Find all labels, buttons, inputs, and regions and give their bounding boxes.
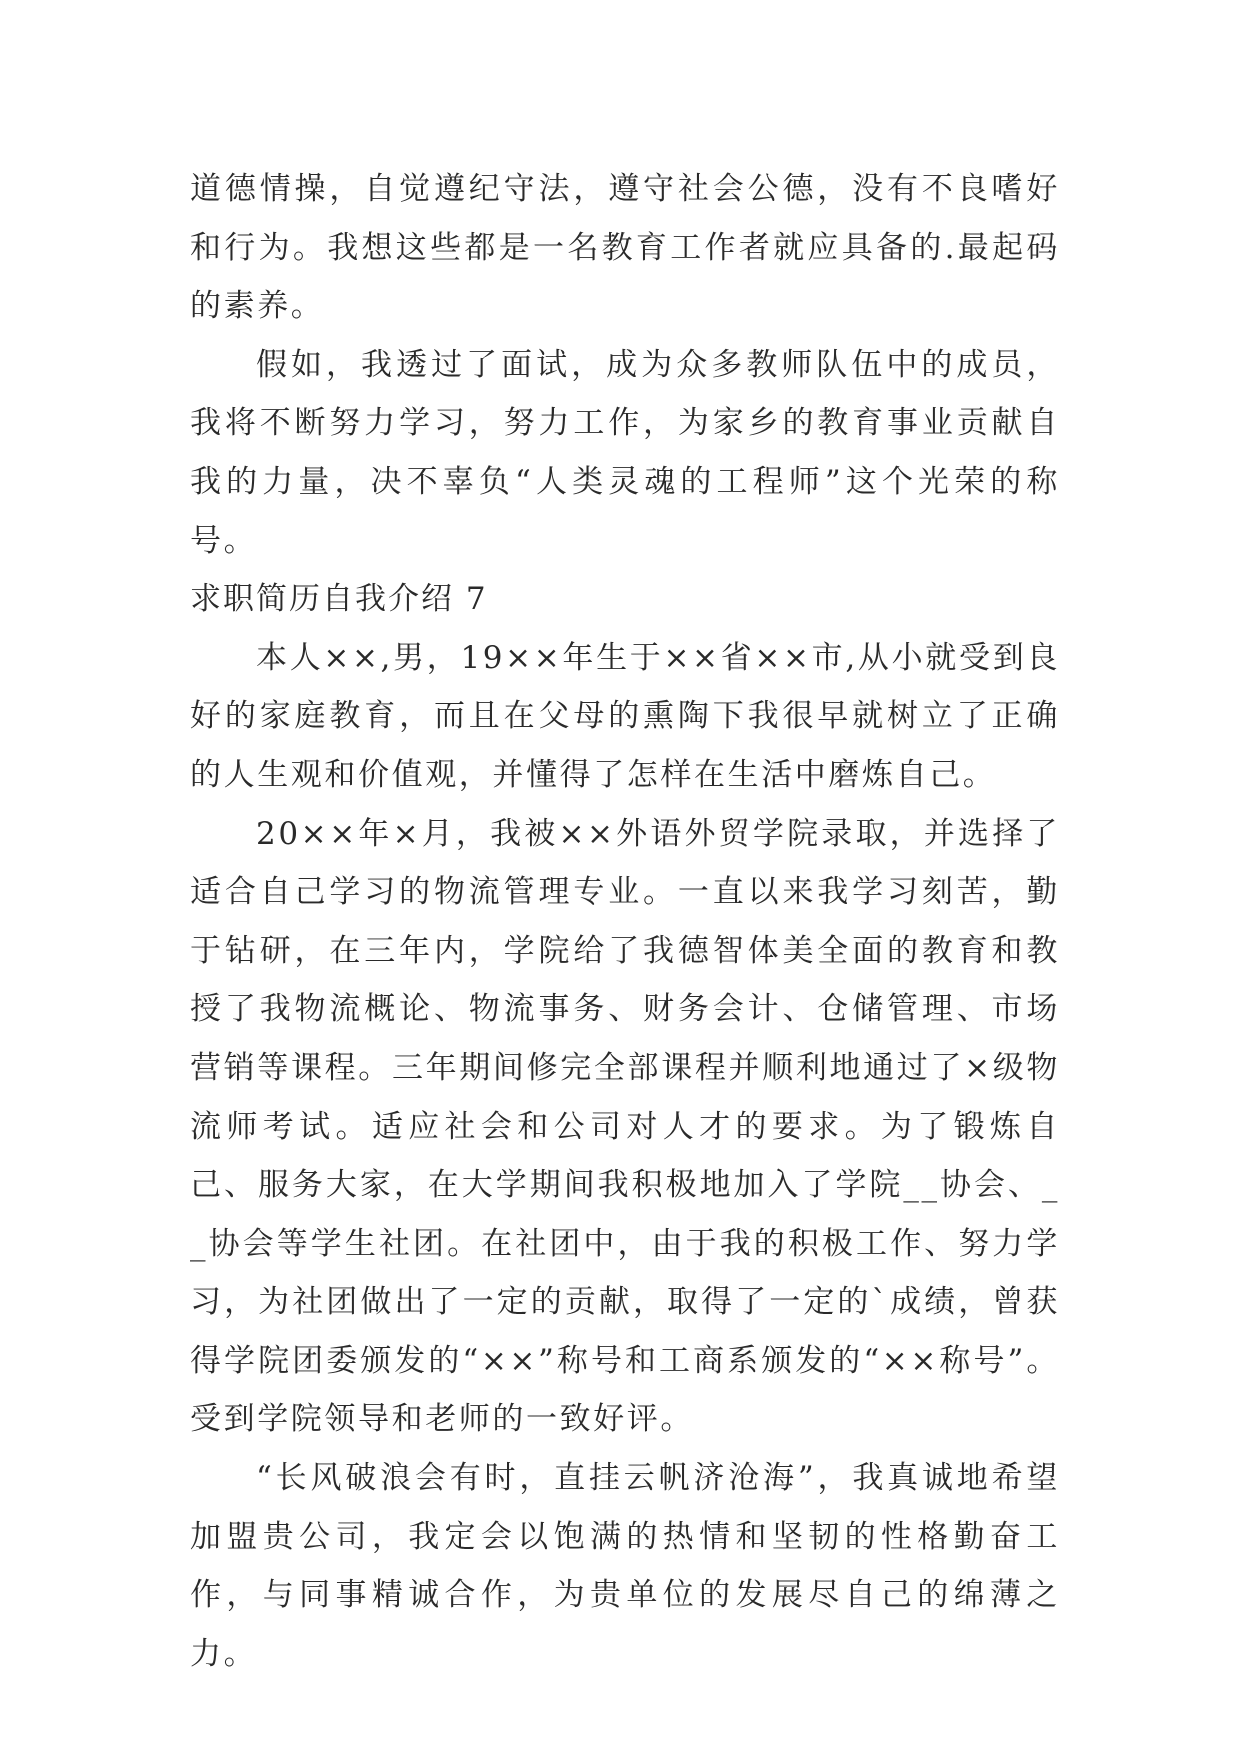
paragraph-closing: “长风破浪会有时，直挂云帆济沧海”，我真诚地希望加盟贵公司，我定会以饱满的热情和坚韧的性格勤奋工作，与同事精诚合作，为贵单位的发展尽自己的绵薄之力。	[190, 1460, 1060, 1672]
section-heading: 求职简历自我介绍 7	[190, 581, 488, 618]
paragraph-interview-hope: 假如，我透过了面试，成为众多教师队伍中的成员，我将不断努力学习，努力工作，为家乡的教育事业贡献自我的力量，决不辜负“人类灵魂的工程师”这个光荣的称号。	[190, 346, 1060, 559]
document-body	[190, 160, 1060, 1683]
paragraph-personal-background: 本人××,男，19××年生于××省××市,从小就受到良好的家庭教育，而且在父母的熏陶下我很早就树立了正确的人生观和价值观，并懂得了怎样在生活中磨炼自己。	[190, 639, 1060, 793]
paragraph-morals: 道德情操，自觉遵纪守法，遵守社会公德，没有不良嗜好和行为。我想这些都是一名教育工作者就应具备的.最起码的素养。	[190, 171, 1060, 325]
paragraph-education: 20××年×月，我被××外语外贸学院录取，并选择了适合自己学习的物流管理专业。一直以来我学习刻苦，勤于钻研，在三年内，学院给了我德智体美全面的教育和教授了我物流概论、物流事务、财务会计、仓储管理、市场营销等课程。三年期间修完全部课程并顺利地通过了×级物流师考试。适应社会和公司对人才的要求。为了锻炼自己、服务大家，在大学期间我积极地加入了学院__协会、__协会等学生社团。在社团中，由于我的积极工作、努力学习，为社团做出了一定的贡献，取得了一定的`成绩，曾获得学院团委颁发的“××”称号和工商系颁发的“××称号”。受到学院领导和老师的一致好评。	[190, 815, 1060, 1438]
